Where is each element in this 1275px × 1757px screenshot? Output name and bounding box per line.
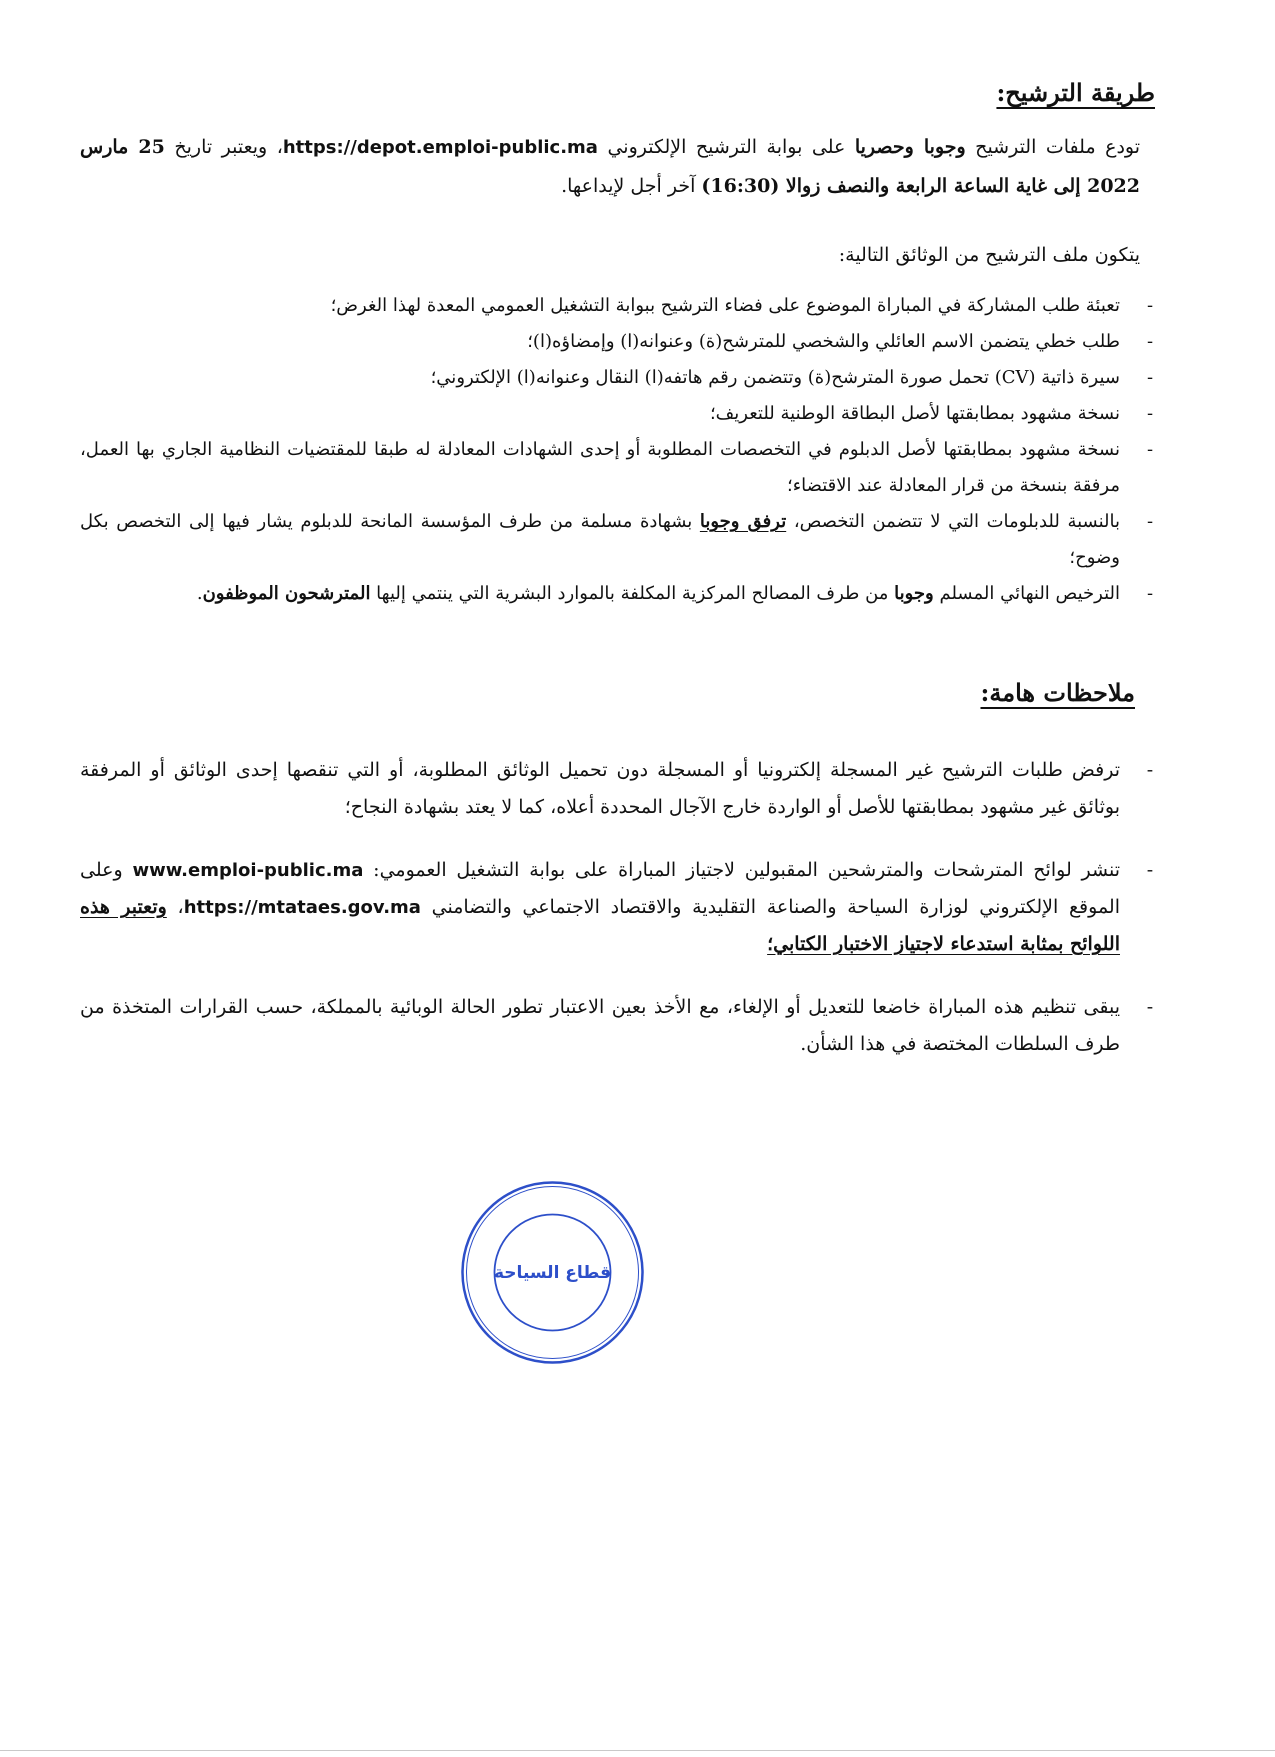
intro-text-4: آخر أجل لإيداعها. (561, 175, 702, 197)
list-item-text: الترخيص النهائي المسلم (933, 583, 1120, 604)
list-item-text: نسخة مشهود بمطابقتها لأصل البطاقة الوطنية للتعريف؛ (709, 403, 1120, 424)
list-dash: - (1146, 859, 1154, 881)
list-dash: - (1146, 996, 1154, 1018)
list-dash: - (1146, 403, 1154, 424)
scan-edge-line (0, 1750, 1275, 1751)
note-bold-convocation: وتعتبر هذه اللوائح بمثابة استدعاء لاجتياز الاختبار الكتابي؛ (80, 896, 1120, 955)
list-dash: - (1146, 367, 1154, 388)
note-text: يبقى تنظيم هذه المباراة خاضعا للتعديل أو الإلغاء، مع الأخذ بعين الاعتبار تطور الحالة الوبائية بالمملكة، حسب القرارات المتخذة من طرف السلطات المختصة في هذا الشأن. (80, 996, 1120, 1055)
note-text: ، (166, 896, 184, 918)
list-item (80, 576, 1160, 612)
depot-portal-url: https://depot.emploi-public.ma (282, 137, 598, 158)
section-heading-application-method: طريقة الترشيح: (996, 78, 1155, 107)
list-item-text: بشهادة مسلمة من طرف المؤسسة المانحة للدبلوم يشار فيها إلى التخصص بكل وضوح؛ (80, 511, 1120, 568)
note-text: ترفض طلبات الترشيح غير المسجلة إلكترونيا أو المسجلة دون تحميل الوثائق المطلوبة، أو التي تنقصها إحدى الوثائق أو المرفقة بوثائق غير مشهود بمطابقتها للأصل أو الواردة خارج الآجال المحددة أعلاه، كما لا يعتد بشهادة النجاح؛ (80, 759, 1120, 818)
emploi-public-url: www.emploi-public.ma (132, 860, 364, 881)
intro-deadline-bold: 25 مارس 2022 إلى غاية الساعة الرابعة والنصف زوالا (16:30) (80, 136, 1140, 197)
intro-paragraph (80, 128, 1140, 205)
intro-text-3: ، ويعتبر تاريخ (164, 136, 283, 158)
intro-bold-mandatory: وجوبا وحصريا (854, 136, 966, 158)
list-item-bold: وجوبا (894, 583, 934, 604)
list-item-text: سيرة ذاتية (CV) تحمل صورة المترشح(ة) وتتضمن رقم هاتفه(ا) النقال وعنوانه(ا) الإلكتروني؛ (430, 367, 1120, 388)
stamp-center-text: قطاع السياحة (494, 1262, 611, 1283)
list-dash: - (1146, 511, 1154, 532)
list-item (80, 752, 1160, 826)
intro-text-1: تودع ملفات الترشيح (965, 136, 1141, 158)
list-dash: - (1146, 439, 1154, 460)
list-item-text: من طرف المصالح المركزية المكلفة بالموارد البشرية التي ينتمي إليها (370, 583, 895, 604)
list-item (80, 989, 1160, 1063)
list-item (80, 324, 1160, 360)
list-item (80, 504, 1160, 576)
section-heading-important-notes: ملاحظات هامة: (980, 678, 1135, 707)
list-dash: - (1146, 759, 1154, 781)
list-item-text: تعبئة طلب المشاركة في المباراة الموضوع على فضاء الترشيح ببوابة التشغيل العمومي المعدة لهذا الغرض؛ (330, 295, 1120, 316)
list-item (80, 360, 1160, 396)
important-notes-list (80, 752, 1160, 1089)
note-text: وعلى الموقع الإلكتروني لوزارة السياحة والصناعة التقليدية والاقتصاد الاجتماعي والتضامني (80, 859, 1120, 918)
list-item (80, 396, 1160, 432)
list-item-text: نسخة مشهود بمطابقتها لأصل الدبلوم في التخصصات المطلوبة أو إحدى الشهادات المعادلة له طبقا للمقتضيات النظامية الجاري بها العمل، مرفقة بنسخة من قرار المعادلة عند الاقتضاء؛ (80, 439, 1120, 496)
list-dash: - (1146, 583, 1154, 604)
list-dash: - (1146, 295, 1154, 316)
note-text: تنشر لوائح المترشحات والمترشحين المقبولين لاجتياز المباراة على بوابة التشغيل العمومي: (363, 859, 1120, 881)
list-item-text: . (196, 583, 203, 604)
official-stamp (460, 1180, 645, 1365)
list-item (80, 852, 1160, 963)
list-dash: - (1146, 331, 1154, 352)
list-item-bold: المترشحون الموظفون (202, 583, 371, 604)
mtataes-url: https://mtataes.gov.ma (183, 897, 421, 918)
required-documents-list (80, 288, 1160, 612)
list-item (80, 288, 1160, 324)
list-item-text: بالنسبة للدبلومات التي لا تتضمن التخصص، (786, 511, 1120, 532)
intro-text-2: على بوابة الترشيح الإلكتروني (597, 136, 855, 158)
list-item-bold: ترفق وجوبا (699, 511, 787, 532)
documents-list-intro: يتكون ملف الترشيح من الوثائق التالية: (838, 244, 1140, 266)
list-item-text: طلب خطي يتضمن الاسم العائلي والشخصي للمترشح(ة) وعنوانه(ا) وإمضاؤه(ا)؛ (527, 331, 1120, 352)
list-item (80, 432, 1160, 504)
